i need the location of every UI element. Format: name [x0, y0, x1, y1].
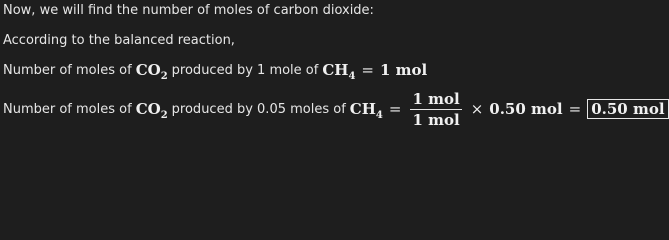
- line3-middle: produced by 1 mole of: [171, 62, 319, 78]
- equals-sign-2: =: [568, 100, 582, 118]
- ch4-formula: $CH_4$: [322, 61, 356, 82]
- mole-ratio-fraction: [410, 90, 461, 129]
- times-sign: ×: [470, 100, 484, 118]
- fraction-numerator: 1 mol: [412, 89, 460, 108]
- co2-formula: $CO_2$: [135, 100, 168, 121]
- equals-sign: =: [361, 61, 374, 79]
- fraction-bar: [410, 109, 461, 110]
- equals-sign: =: [388, 100, 402, 118]
- co2-formula: $CO_2$: [135, 61, 168, 82]
- according-text: According to the balanced reaction,: [3, 32, 235, 48]
- line4-middle: produced by 0.05 moles of: [171, 101, 346, 117]
- line3-prefix: Number of moles of: [3, 62, 132, 78]
- intro-text: Now, we will find the number of moles of carbon dioxide:: [3, 2, 374, 18]
- fraction-denominator: 1 mol: [412, 110, 460, 129]
- moles-factor: 0.50 mol: [489, 100, 563, 118]
- according-line: [3, 30, 235, 50]
- line4-prefix: Number of moles of: [3, 101, 132, 117]
- moles-ratio-line: [3, 58, 427, 82]
- moles-calculation-line: [3, 88, 669, 130]
- ch4-formula: $CH_4$: [349, 100, 383, 121]
- line3-result: 1 mol: [380, 61, 428, 79]
- boxed-answer: 0.50 mol: [587, 99, 668, 119]
- intro-line: [3, 0, 374, 20]
